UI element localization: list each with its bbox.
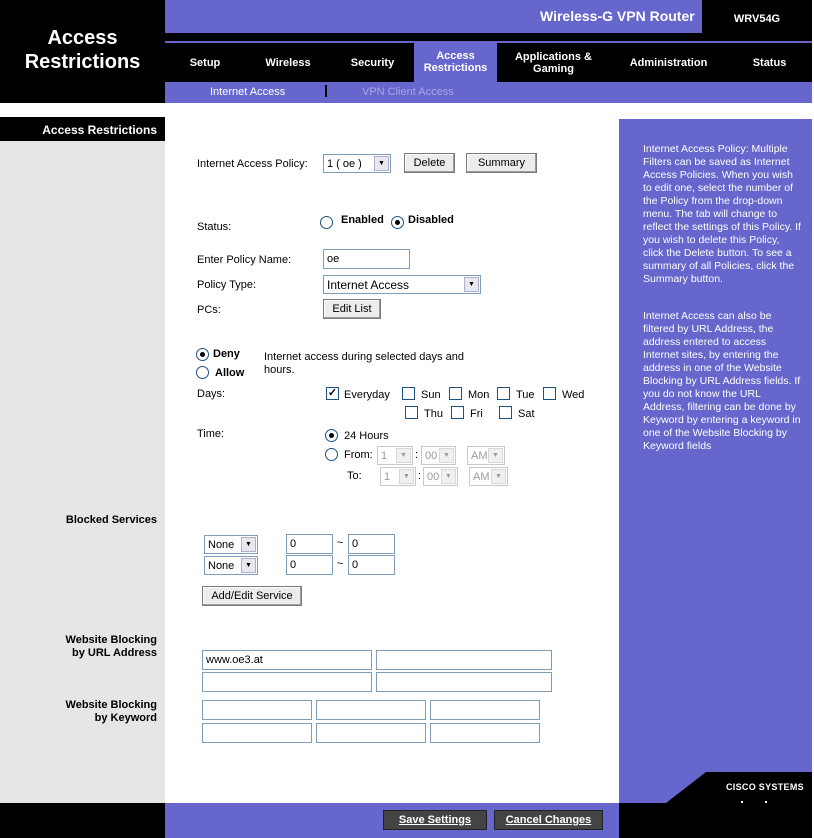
keyword-blocking-line1: Website Blocking — [65, 699, 157, 711]
delete-button[interactable]: Delete — [404, 153, 455, 173]
fri-checkbox[interactable] — [451, 406, 464, 419]
blocked-service-select-1[interactable] — [204, 535, 258, 554]
section-label-keyword-blocking — [0, 699, 157, 725]
to-label: To: — [347, 470, 362, 482]
thu-checkbox[interactable] — [405, 406, 418, 419]
allow-label: Allow — [215, 367, 245, 379]
fri-label: Fri — [470, 408, 483, 420]
keyword-input-6[interactable] — [430, 723, 540, 743]
chevron-down-icon: ▼ — [491, 469, 506, 484]
keyword-input-5[interactable] — [316, 723, 426, 743]
keyword-blocking-line2: by Keyword — [94, 712, 157, 724]
access-description-line1: Internet access during selected days and — [264, 351, 464, 363]
summary-button[interactable]: Summary — [466, 153, 537, 173]
policy-type-value: Internet Access — [327, 277, 410, 292]
section-label-url-blocking — [0, 634, 157, 660]
status-disabled-radio[interactable] — [391, 216, 404, 229]
pcs-label: PCs: — [197, 304, 221, 316]
to-ampm-select[interactable] — [469, 467, 508, 486]
cancel-changes-button[interactable]: Cancel Changes — [494, 810, 603, 830]
port-end-input-2[interactable]: 0 — [348, 555, 395, 575]
tab-setup[interactable]: Setup — [189, 56, 221, 69]
logo-corner — [666, 772, 706, 803]
to-minute-select[interactable] — [423, 467, 458, 486]
url-blocking-line1: Website Blocking — [65, 634, 157, 646]
product-name: Wireless-G VPN Router — [540, 8, 695, 24]
time-colon: : — [418, 470, 422, 482]
days-label: Days: — [197, 388, 226, 400]
port-start-input-1[interactable]: 0 — [286, 534, 333, 554]
url-input-3[interactable] — [202, 672, 372, 692]
help-panel-topline — [619, 117, 812, 119]
port-end-input-1[interactable]: 0 — [348, 534, 395, 554]
deny-radio[interactable] — [196, 348, 209, 361]
tab-security[interactable]: Security — [350, 56, 395, 69]
tue-checkbox[interactable] — [497, 387, 510, 400]
everyday-label: Everyday — [344, 389, 390, 401]
sat-checkbox[interactable] — [499, 406, 512, 419]
range-separator: ~ — [337, 558, 344, 570]
status-disabled-label: Disabled — [408, 214, 454, 226]
access-description — [264, 351, 464, 377]
chevron-down-icon: ▼ — [441, 469, 456, 484]
status-enabled-radio[interactable] — [320, 216, 333, 229]
blocked-service-value-1: None — [208, 538, 235, 551]
chevron-down-icon: ▼ — [399, 469, 414, 484]
deny-label: Deny — [213, 348, 240, 360]
page-title — [0, 26, 165, 74]
footer-left — [0, 803, 165, 838]
url-input-4[interactable] — [376, 672, 552, 692]
thu-label: Thu — [424, 408, 443, 420]
to-hour-select[interactable] — [380, 467, 416, 486]
from-hour-value: 1 — [381, 449, 388, 462]
chevron-down-icon: ▼ — [241, 558, 256, 573]
from-hour-select[interactable] — [377, 446, 413, 465]
from-radio[interactable] — [325, 448, 338, 461]
access-description-line2: hours. — [264, 364, 295, 376]
24-hours-radio[interactable] — [325, 429, 338, 442]
help-paragraph-2: Internet Access can also be filtered by URL Address, the address entered to access Internet sites, by entering the address in one of the Website Blocking by URL Address fields. If you do not know the URL Address, filtering can be done by Keyword by entering a keyword in one of the Website Blocking by Keyword fields — [643, 310, 801, 452]
page-title-line2: Restrictions — [24, 51, 141, 73]
port-start-input-2[interactable]: 0 — [286, 555, 333, 575]
keyword-input-2[interactable] — [316, 700, 426, 720]
page-title-line1: Access — [47, 27, 118, 49]
keyword-input-4[interactable] — [202, 723, 312, 743]
divider — [197, 498, 602, 499]
to-ampm-value: AM — [473, 470, 490, 483]
keyword-input-1[interactable] — [202, 700, 312, 720]
sat-label: Sat — [518, 408, 535, 420]
policy-type-label: Policy Type: — [197, 279, 257, 291]
from-minute-value: 00 — [425, 449, 438, 462]
tab-applications-gaming[interactable]: Applications & Gaming — [514, 50, 592, 75]
to-minute-value: 00 — [427, 470, 440, 483]
chevron-down-icon: ▼ — [241, 537, 256, 552]
range-separator: ~ — [337, 537, 344, 549]
policy-label: Internet Access Policy: — [197, 158, 308, 170]
url-input-1[interactable]: www.oe3.at — [202, 650, 372, 670]
everyday-checkbox[interactable]: ✓ — [327, 387, 338, 399]
sidebar-heading: Access Restrictions — [42, 123, 157, 137]
sun-label: Sun — [421, 389, 441, 401]
time-colon: : — [415, 449, 419, 461]
from-ampm-value: AM — [471, 449, 488, 462]
save-settings-button[interactable]: Save Settings — [383, 810, 487, 830]
edit-list-button[interactable]: Edit List — [323, 299, 381, 319]
model-name: WRV54G — [733, 13, 781, 25]
chevron-down-icon: ▼ — [374, 156, 389, 171]
policy-select[interactable] — [323, 154, 391, 173]
help-paragraph-1: Internet Access Policy: Multiple Filters can be saved as Internet Access Policies. When you wish to edit one, select the number of the Policy from the drop-down menu. The tab will change to reflect the settings of this Policy. If you wish to delete this Policy, click the Delete button. To see a summary of all Policies, click the Summary button. — [643, 143, 801, 285]
divider — [197, 618, 602, 619]
from-ampm-select[interactable] — [467, 446, 505, 465]
url-input-2[interactable] — [376, 650, 552, 670]
wed-checkbox[interactable] — [543, 387, 556, 400]
chevron-down-icon: ▼ — [439, 448, 454, 463]
chevron-down-icon: ▼ — [396, 448, 411, 463]
subtab-divider — [325, 85, 327, 97]
tab-access-restrictions[interactable]: Access Restrictions — [414, 41, 497, 82]
policy-type-select[interactable] — [323, 275, 481, 294]
divider — [197, 330, 602, 331]
divider — [197, 193, 602, 194]
status-label: Status: — [197, 221, 232, 233]
sun-checkbox[interactable] — [402, 387, 415, 400]
url-blocking-line2: by URL Address — [72, 647, 157, 659]
allow-radio[interactable] — [196, 366, 209, 379]
from-minute-select[interactable] — [421, 446, 456, 465]
footer-right — [619, 803, 812, 838]
from-label: From: — [344, 449, 373, 461]
policy-name-input[interactable]: oe — [323, 249, 410, 269]
tab-status[interactable]: Status — [752, 56, 787, 69]
tab-administration[interactable]: Administration — [629, 56, 708, 69]
subtab-vpn-client-access[interactable]: VPN Client Access — [362, 86, 454, 98]
tab-wireless[interactable]: Wireless — [265, 56, 311, 69]
policy-name-label: Enter Policy Name: — [197, 254, 292, 266]
subtab-internet-access[interactable]: Internet Access — [210, 86, 286, 98]
blocked-service-value-2: None — [208, 559, 235, 572]
cisco-logo: CISCO SYSTEMS — [726, 782, 804, 792]
chevron-down-icon: ▼ — [488, 448, 503, 463]
header-gap — [0, 103, 812, 117]
mon-label: Mon — [468, 389, 490, 401]
mon-checkbox[interactable] — [449, 387, 462, 400]
add-edit-service-button[interactable]: Add/Edit Service — [202, 586, 302, 606]
keyword-input-3[interactable] — [430, 700, 540, 720]
wed-label: Wed — [562, 389, 585, 401]
time-label: Time: — [197, 428, 225, 440]
to-hour-value: 1 — [384, 470, 391, 483]
section-label-blocked-services: Blocked Services — [65, 514, 157, 526]
tue-label: Tue — [516, 389, 535, 401]
status-enabled-label: Enabled — [341, 214, 384, 226]
blocked-service-select-2[interactable] — [204, 556, 258, 575]
policy-select-value: 1 ( oe ) — [327, 157, 362, 170]
24-hours-label: 24 Hours — [344, 430, 389, 442]
chevron-down-icon: ▼ — [464, 277, 479, 292]
